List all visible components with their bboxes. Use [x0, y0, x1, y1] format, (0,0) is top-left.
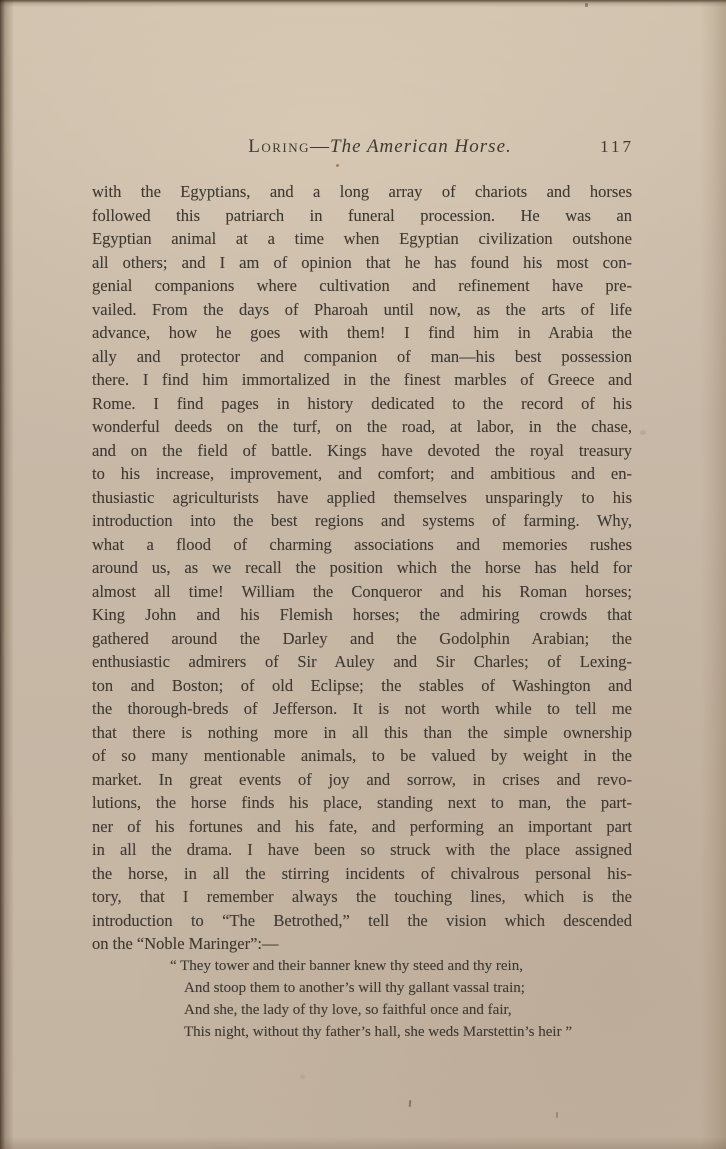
- poem-line: And stoop them to another’s will thy gallant vassal train;: [184, 980, 525, 996]
- paragraph-line: Egyptian animal at a time when Egyptian civilization outshone: [92, 229, 632, 248]
- paragraph-line: lutions, the horse finds his place, standing next to man, the part-: [92, 793, 632, 812]
- paragraph-line: what a flood of charming associations and memories rushes: [92, 534, 632, 554]
- paragraph-line: tory, that I remember always the touching lines, which is the: [92, 887, 632, 906]
- paragraph-line: ton and Boston; of old Eclipse; the stables of Washington and: [92, 675, 632, 695]
- paragraph-line: King John and his Flemish horses; the admiring crowds that: [92, 605, 632, 624]
- paragraph-line: there. I find him immortalized in the finest marbles of Greece and: [92, 370, 632, 389]
- paragraph-line: of so many mentionable animals, to be valued by weight in the: [92, 746, 632, 765]
- poem-quote: [170, 955, 640, 1043]
- paragraph-line: Rome. I find pages in history dedicated to the record of his: [92, 393, 632, 413]
- paragraph-line: the thorough-breds of Jefferson. It is not worth while to tell me: [92, 699, 632, 718]
- paragraph-line: around us, as we recall the position which the horse has held for: [92, 558, 632, 577]
- paper-mark: [409, 1100, 411, 1107]
- paragraph-line: with the Egyptians, and a long array of chariots and horses: [92, 182, 632, 201]
- poem-line: This night, without thy father’s hall, she weds Marstettin’s heir ”: [184, 1024, 572, 1040]
- paragraph-line: followed this patriarch in funeral procession. He was an: [92, 205, 632, 225]
- running-header: [92, 136, 634, 164]
- header-book-title: The American Horse.: [330, 136, 512, 157]
- header-author: Loring: [248, 136, 311, 157]
- paragraph-line: and on the field of battle. Kings have devoted the royal treasury: [92, 440, 632, 460]
- paragraph-line: advance, how he goes with them! I find him in Arabia the: [92, 323, 632, 342]
- paragraph-line: to his increase, improvement, and comfort; and ambitious and en-: [92, 464, 632, 483]
- poem-line: “ They tower and their banner knew thy steed and thy rein,: [170, 958, 523, 974]
- page-number: 117: [600, 137, 634, 156]
- paragraph-line: gathered around the Darley and the Godolphin Arabian; the: [92, 628, 632, 648]
- header-separator: —: [310, 136, 331, 157]
- paragraph-line: wonderful deeds on the turf, on the road, at labor, in the chase,: [92, 417, 632, 436]
- scan-edge-top: [0, 0, 726, 7]
- paragraph-line: introduction to “The Betrothed,” tell the vision which descended: [92, 910, 632, 930]
- paper-stain: [640, 430, 646, 435]
- scan-edge-left: [0, 0, 14, 1149]
- scan-edge-right: [700, 0, 726, 1149]
- paragraph-line: that there is nothing more in all this than the simple ownership: [92, 722, 632, 742]
- paragraph-line: almost all time! William the Conqueror and his Roman horses;: [92, 581, 632, 601]
- paragraph-line: the horse, in all the stirring incidents of chivalrous personal his-: [92, 863, 632, 883]
- paragraph-line: ner of his fortunes and his fate, and performing an important part: [92, 816, 632, 836]
- paragraph-line: thusiastic agriculturists have applied themselves unsparingly to his: [92, 487, 632, 507]
- poem-line: And she, the lady of thy love, so faithful once and fair,: [184, 1002, 512, 1018]
- paragraph-line: introduction into the best regions and systems of farming. Why,: [92, 511, 632, 530]
- paragraph-line: ally and protector and companion of man—his best possession: [92, 346, 632, 366]
- scan-edge-bottom: [0, 1137, 726, 1149]
- paragraph-line: all others; and I am of opinion that he has found his most con-: [92, 252, 632, 272]
- paragraph-line: in all the drama. I have been so struck with the place assigned: [92, 840, 632, 859]
- paragraph-line: enthusiastic admirers of Sir Auley and Sir Charles; of Lexing-: [92, 652, 632, 671]
- paper-stain: [300, 1075, 305, 1079]
- paper-speck: [336, 164, 339, 167]
- paper-speck: [585, 3, 588, 7]
- paragraph-line: on the “Noble Maringer”:—: [92, 934, 279, 953]
- paragraph-line: genial companions where cultivation and refinement have pre-: [92, 276, 632, 295]
- paragraph-line: vailed. From the days of Pharoah until now, as the arts of life: [92, 299, 632, 319]
- paragraph-line: market. In great events of joy and sorrow, in crises and revo-: [92, 769, 632, 789]
- header-title: [92, 136, 634, 158]
- paragraph: [92, 180, 632, 956]
- paper-mark: [556, 1112, 558, 1118]
